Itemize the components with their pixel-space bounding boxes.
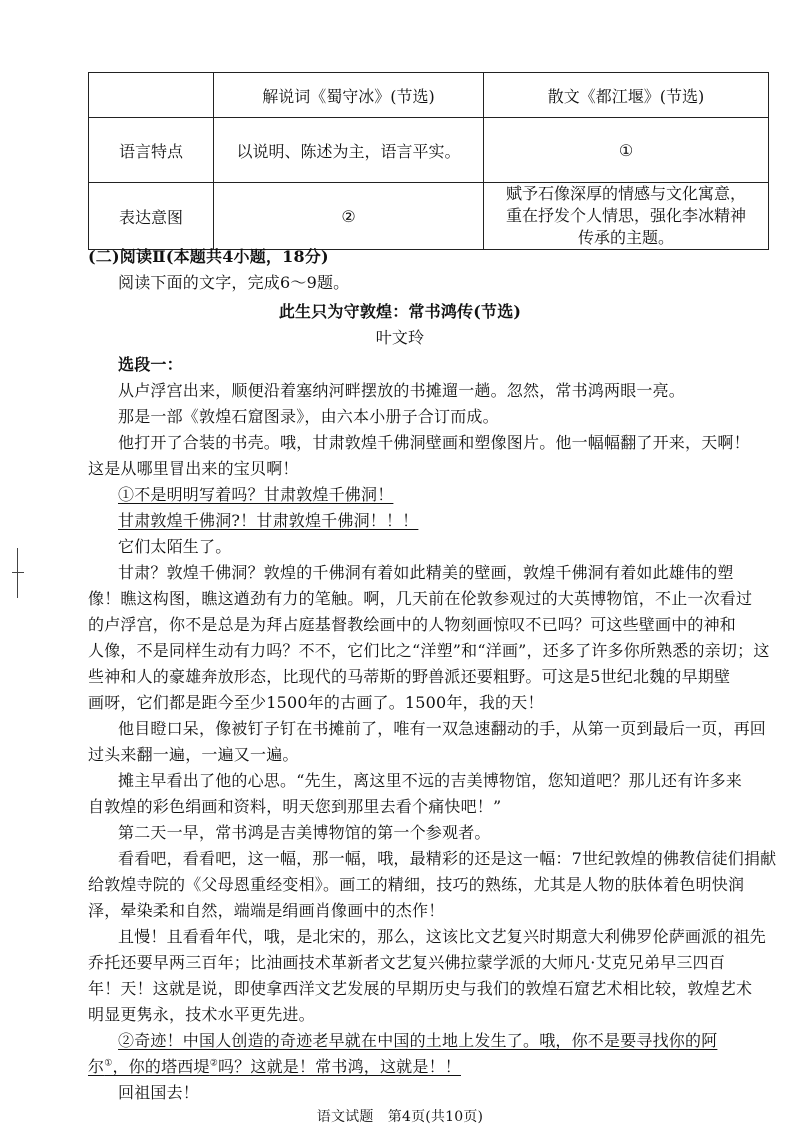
- paragraph-line: 明显更隽永，技术水平更先进。: [88, 1005, 315, 1024]
- paragraph-line: 第二天一早，常书鸿是吉美博物馆的第一个参观者。: [118, 823, 491, 842]
- paragraph-line: 自敦煌的彩色绢画和资料，明天您到那里去看个痛快吧！”: [88, 797, 502, 816]
- underlined-sentence-1: ①不是明明写着吗？甘肃敦煌千佛洞！: [118, 485, 394, 504]
- comparison-table: [88, 72, 769, 250]
- paragraph-line: 画呀，它们都是距今至少1500年的古画了。1500年，我的天！: [88, 693, 544, 712]
- article-title: 此生只为守敦煌：常书鸿传(节选): [278, 302, 522, 321]
- table-header-sanwen: 散文《都江堰》(节选): [484, 73, 769, 118]
- cell-line: 重在抒发个人情思，强化李冰精神: [505, 206, 746, 225]
- page-footer: 语文试题 第4页(共10页): [316, 1109, 484, 1125]
- text-fragment: ，你的塔西堤: [112, 1057, 210, 1076]
- paragraph-line: 他打开了合装的书壳。哦，甘肃敦煌千佛洞壁画和塑像图片。他一幅幅翻了开来，天啊！: [118, 433, 750, 452]
- paragraph-line: 泽，晕染柔和自然，端端是绢画肖像画中的杰作！: [88, 901, 445, 920]
- paragraph-line: 他目瞪口呆，像被钉子钉在书摊前了，唯有一双急速翻动的手，从第一页到最后一页，再回: [118, 719, 767, 738]
- table-row: [89, 183, 769, 250]
- cell-yuyan-a: 以说明、陈述为主，语言平实。: [214, 118, 484, 183]
- table-corner-cell: [89, 73, 214, 118]
- cell-yuyan-b: ①: [484, 118, 769, 183]
- paragraph-line: 乔托还要早两三百年；比油画技术革新者文艺复兴佛拉蒙学派的大师凡·艾克兄弟早三四百: [88, 953, 726, 972]
- cell-biaoda-b: [484, 183, 769, 250]
- text-fragment: 尔: [88, 1057, 105, 1076]
- underlined-sentence-1b: 甘肃敦煌千佛洞?！甘肃敦煌千佛洞！！！: [118, 511, 419, 530]
- binding-mark: [17, 548, 18, 598]
- binding-tick: [12, 572, 24, 573]
- cell-biaoda-a: ②: [214, 183, 484, 250]
- paragraph-line: 从卢浮宫出来，顺便沿着塞纳河畔摆放的书摊遛一趟。忽然，常书鸿两眼一亮。: [118, 381, 686, 400]
- paragraph-line: 那是一部《敦煌石窟图录》，由六本小册子合订而成。: [118, 407, 499, 426]
- footnote-mark: ②: [209, 1058, 218, 1069]
- paragraph-line: 回祖国去！: [118, 1083, 200, 1102]
- paragraph-line: 这是从哪里冒出来的宝贝啊！: [88, 459, 299, 478]
- paragraph-line: 的卢浮宫，你不是总是为拜占庭基督教绘画中的人物刻画惊叹不已吗？可这些壁画中的神和: [88, 615, 737, 634]
- table-header-jieshuoci: 解说词《蜀守冰》(节选): [214, 73, 484, 118]
- section-heading: (二)阅读Ⅱ(本题共4小题，18分): [88, 247, 329, 266]
- text-fragment: 吗？这就是！常书鸿，这就是！！: [217, 1057, 461, 1076]
- table-row: [89, 118, 769, 183]
- table-header-row: [89, 73, 769, 118]
- paragraph-line: 甘肃？敦煌千佛洞？敦煌的千佛洞有着如此精美的壁画，敦煌千佛洞有着如此雄伟的塑: [118, 563, 734, 582]
- part-label: 选段一：: [118, 355, 183, 374]
- row-label-yuyan: 语言特点: [89, 118, 214, 183]
- paragraph-line: 些神和人的豪雄奔放形态，比现代的马蒂斯的野兽派还要粗野。可这是5世纪北魏的早期壁: [88, 667, 731, 686]
- paragraph-line: 给敦煌寺院的《父母恩重经变相》。画工的精细，技巧的熟练，尤其是人物的肤体着色明快润: [88, 875, 745, 894]
- section-instruction: 阅读下面的文字，完成6～9题。: [118, 273, 350, 292]
- row-label-biaoda: 表达意图: [89, 183, 214, 250]
- paragraph-line: 人像，不是同样生动有力吗？不不，它们比之“洋塑”和“洋画”，还多了许多你所熟悉的亲切；这: [88, 641, 770, 660]
- paragraph-line: 年！天！这就是说，即使拿西洋文艺发展的早期历史与我们的敦煌石窟艺术相比较，敦煌艺术: [88, 979, 753, 998]
- paragraph-line: 它们太陌生了。: [118, 537, 232, 556]
- cell-line: 传承的主题。: [577, 228, 674, 247]
- underlined-sentence-2: ②奇迹！中国人创造的奇迹老早就在中国的土地上发生了。哦，你不是要寻找你的阿: [118, 1031, 718, 1050]
- footnote-mark: ①: [104, 1058, 113, 1069]
- paragraph-line: 看看吧，看看吧，这一幅，那一幅，哦，最精彩的还是这一幅：7世纪敦煌的佛教信徒们捐献: [118, 849, 777, 868]
- article-author: 叶文玲: [375, 328, 425, 347]
- paragraph-line: 摊主早看出了他的心思。“先生，离这里不远的吉美博物馆，您知道吧？那儿还有许多来: [118, 771, 742, 790]
- paragraph-line: 且慢！且看看年代，哦，是北宋的，那么，这该比文艺复兴时期意大利佛罗伦萨画派的祖先: [118, 927, 767, 946]
- paragraph-line: 过头来翻一遍，一遍又一遍。: [88, 745, 299, 764]
- underlined-sentence-2b: [88, 1054, 461, 1077]
- cell-line: 赋予石像深厚的情感与文化寓意，: [505, 184, 746, 203]
- paragraph-line: 像！瞧这构图，瞧这遒劲有力的笔触。啊，几天前在伦敦参观过的大英博物馆，不止一次看过: [88, 589, 753, 608]
